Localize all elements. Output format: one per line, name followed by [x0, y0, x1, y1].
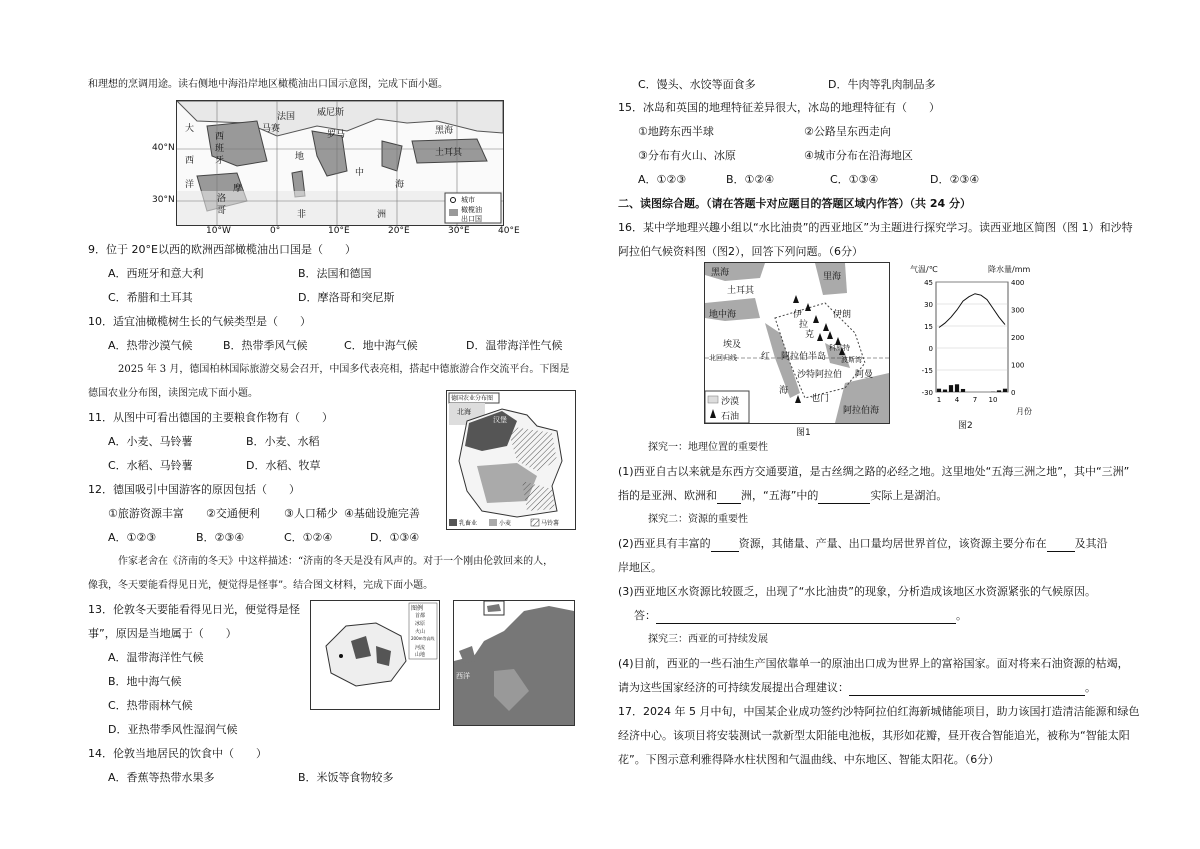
option-14a[interactable]: A．香蕉等热带水果多: [108, 771, 215, 784]
europe-map-svg: [454, 601, 574, 725]
map2-label-hamburg: 汉堡: [493, 416, 507, 424]
question-9: 9．位于 20°E以西的欧洲西部橄榄油出口国是（ ）: [88, 243, 356, 256]
map1-legend-olive: 橄榄油: [461, 206, 482, 214]
precip-bar: [1003, 389, 1007, 392]
q15-item-2: ②公路呈东西走向: [804, 125, 891, 138]
fig1-label: 伊: [793, 310, 803, 320]
fig1-label: 埃及: [723, 340, 742, 350]
fig1-label: 波斯湾: [841, 356, 862, 364]
mediterranean-map: [176, 100, 504, 226]
option-13b[interactable]: B．地中海气候: [108, 675, 182, 688]
lon-label: 10°W: [206, 226, 231, 236]
fig1-label: 里海: [823, 272, 842, 282]
map1-label: 黑海: [435, 126, 454, 136]
option-15c[interactable]: C．①③④: [830, 173, 879, 186]
map1-label: 罗马: [327, 130, 346, 140]
month-tick-label: 10: [988, 396, 998, 404]
blank-continent[interactable]: [717, 492, 741, 504]
q12-item-4: ④基础设施完善: [344, 507, 420, 520]
fig1-label: 也门: [811, 394, 830, 404]
map2-legend-potato: 马铃薯: [541, 520, 560, 527]
answer-label: 答：: [634, 609, 656, 622]
map1-label: 法国: [277, 112, 296, 122]
fig2-caption: 图2: [958, 421, 973, 431]
intro-text-1: 和理想的烹调用途。读右侧地中海沿岸地区橄榄油出口国示意图，完成下面小题。: [88, 79, 448, 90]
precip-bar: [937, 389, 941, 392]
explore-3-heading: 探究三：西亚的可持续发展: [648, 634, 768, 645]
question-17-line2: 经济中心。该项目将安装测试一款新型太阳能电池板，其形如花瓣，昼开夜合智能追光，被称为“智能太阳: [618, 729, 1130, 742]
right-tick-label: 100: [1011, 361, 1025, 370]
option-13a[interactable]: A．温带海洋性气候: [108, 651, 204, 664]
right-tick-label: 0: [1011, 389, 1016, 397]
fig1-caption: 图1: [796, 428, 811, 438]
map1-label: 地: [295, 152, 305, 162]
suggestion-blank[interactable]: [849, 684, 1085, 696]
map2-title: 德国农业分布图: [451, 395, 494, 402]
map1-label: 大: [185, 124, 195, 134]
question-15: 15．冰岛和英国的地理特征差异很大，冰岛的地理特征有（ ）: [618, 101, 940, 114]
option-9c[interactable]: C．希腊和土耳其: [108, 291, 193, 304]
map3-legend-volcano: 火山: [415, 629, 426, 635]
p1-mid: 洲，“五海”中的: [741, 489, 819, 502]
q15-item-3: ③分布有火山、冰原: [638, 149, 736, 162]
west-asia-map: [704, 262, 890, 424]
left-tick-label: -15: [921, 367, 933, 375]
fig1-label: 红: [761, 352, 771, 362]
fig2-ylabel-left: 气温/℃: [910, 265, 938, 274]
intro-text-3a: 作家老舍在《济南的冬天》中这样描述：“济南的冬天是没有风声的。对于一个刚由伦敦回来的人，: [118, 556, 554, 567]
precip-bar: [943, 390, 947, 392]
europe-label-atlantic: 西洋: [456, 672, 470, 680]
left-tick-label: 15: [924, 323, 933, 331]
intro-text-3b: 像我，冬天要能看得见日光，便觉得是怪事”。结合图文材料，完成下面小题。: [88, 580, 434, 591]
question-16-line2: 阿拉伯气候资料图（图2），回答下列问题。（6分）: [618, 245, 863, 258]
question-16-line1: 16．某中学地理兴趣小组以“水比油贵”的西亚地区”为主题进行探究学习。读西亚地区简图（图 1）和沙特: [618, 221, 1133, 234]
option-11d[interactable]: D．水稻、牧草: [246, 459, 321, 472]
precip-bar: [997, 390, 1001, 392]
map1-label: 西: [185, 156, 195, 166]
option-14d[interactable]: D．牛肉等乳肉制品多: [828, 78, 936, 91]
question-17-line1: 17．2024 年 5 月中旬，中国某企业成功签约沙特阿拉伯红海新城储能项目，助力该国打造清洁能源和绿色: [618, 705, 1140, 718]
question-12: 12．德国吸引中国游客的原因包括（ ）: [88, 483, 300, 496]
p2-post: 及其沿: [1074, 537, 1108, 550]
intro-text-2b: 德国农业分布图，读图完成下面小题。: [88, 388, 258, 399]
precip-bar: [949, 385, 953, 392]
question-13-line2: 事”，原因是当地属于（ ）: [88, 627, 237, 640]
fig1-label: 阿拉伯海: [843, 406, 880, 416]
fig1-label: 黑海: [711, 268, 730, 278]
iceland-map: [310, 600, 440, 710]
q12-item-3: ③人口稀少: [284, 507, 338, 520]
lon-label: 20°E: [388, 226, 410, 236]
option-13d[interactable]: D．亚热带季风性湿润气候: [108, 723, 238, 736]
p2-line2: 岸地区。: [618, 561, 662, 574]
p2-mid: 资源，其储量、产量、出口量均居世界首位，该资源主要分布在: [738, 537, 1047, 550]
month-tick-label: 4: [954, 396, 960, 404]
climate-chart: [908, 262, 1038, 422]
q12-item-2: ②交通便利: [206, 507, 260, 520]
fig1-label: 地中海: [709, 310, 737, 320]
map3-legend-mountain: 山地: [415, 652, 426, 658]
fig1-label: 沙特阿拉伯: [797, 370, 843, 380]
map1-label: 哥: [217, 206, 227, 216]
map1-legend-city: 城市: [461, 196, 475, 204]
p3-answer: 答： 。: [634, 609, 967, 622]
left-tick-label: 30: [924, 301, 933, 309]
map1-label: 牙: [215, 156, 225, 166]
p3-question: (3)西亚地区水资源比较匮乏，出现了“水比油贵”的现象，分析造成该地区水资源紧张的气候原因。: [618, 585, 1096, 598]
right-tick-label: 300: [1011, 306, 1025, 315]
question-14: 14．伦敦当地居民的饮食中（ ）: [88, 747, 267, 760]
option-9d[interactable]: D．摩洛哥和突尼斯: [298, 291, 395, 304]
map3-legend-title: 图例: [411, 605, 424, 612]
answer-blank[interactable]: [656, 612, 956, 624]
map1-legend-export: 出口国: [461, 215, 482, 223]
option-14b[interactable]: B．米饭等食物较多: [298, 771, 394, 784]
lat-label: 40°N: [152, 143, 175, 153]
option-10b[interactable]: B．热带季风气候: [223, 339, 308, 352]
fig1-legend-desert: 沙漠: [721, 397, 740, 407]
map2-legend-wheat: 小麦: [499, 520, 512, 527]
option-11a[interactable]: A．小麦、马铃薯: [108, 435, 193, 448]
fig1-legend-oil: 石油: [721, 412, 740, 422]
map2-label-northsea: 北海: [457, 408, 471, 416]
p1-pre: 指的是亚洲、欧洲和: [618, 489, 717, 502]
germany-agri-map: [446, 390, 576, 530]
map1-label: 洲: [377, 210, 387, 220]
option-11c[interactable]: C．水稻、马铃薯: [108, 459, 193, 472]
map3-legend-contour: 200m等高线: [411, 636, 435, 641]
map1-label: 土耳其: [435, 148, 463, 158]
precip-bar: [961, 389, 965, 392]
option-12c[interactable]: C．①②④: [284, 531, 333, 544]
left-tick-label: -30: [921, 389, 933, 397]
option-12d[interactable]: D．①③④: [370, 531, 420, 544]
plot-area-frame: [936, 282, 1008, 392]
p4-pre: 请为这些国家经济的可持续发展提出合理建议：: [618, 681, 849, 694]
map1-label: 洛: [217, 194, 227, 204]
lon-label: 10°E: [328, 226, 350, 236]
left-tick-label: 0: [928, 345, 933, 353]
option-11b[interactable]: B．小麦、水稻: [246, 435, 320, 448]
map3-legend-river: 河流: [415, 645, 426, 651]
option-9b[interactable]: B．法国和德国: [298, 267, 372, 280]
blank-location[interactable]: [1047, 540, 1075, 552]
p4-line2: 请为这些国家经济的可持续发展提出合理建议： 。: [618, 681, 1096, 694]
month-tick-label: 7: [972, 396, 978, 404]
fig2-xunit: 月份: [1016, 407, 1032, 416]
option-15b[interactable]: B．①②④: [726, 173, 775, 186]
right-tick-label: 400: [1011, 279, 1025, 287]
map1-label: 摩: [233, 184, 243, 194]
map1-label: 非: [297, 210, 307, 220]
question-10: 10．适宜油橄榄树生长的气候类型是（ ）: [88, 315, 311, 328]
p2-line1: [618, 536, 1108, 552]
precip-bar: [955, 384, 959, 392]
p1-line2: [618, 488, 947, 504]
fig1-label: 土耳其: [727, 286, 755, 296]
fig1-label: 北回归线: [709, 354, 737, 362]
map3-legend-capital: 首都: [415, 613, 426, 619]
blank-resource[interactable]: [711, 540, 739, 552]
map1-label: 洋: [185, 180, 195, 190]
lat-label: 30°N: [152, 195, 175, 205]
option-9a[interactable]: A．西班牙和意大利: [108, 267, 204, 280]
lon-label: 30°E: [448, 226, 470, 236]
map1-label: 西: [215, 132, 225, 142]
option-10c[interactable]: C．地中海气候: [344, 339, 418, 352]
month-tick-label: 1: [936, 396, 942, 404]
p2-pre: (2)西亚具有丰富的: [618, 537, 711, 550]
map3-legend-ice: 冰原: [415, 621, 426, 627]
q15-item-1: ①地跨东西半球: [638, 125, 714, 138]
explore-1-heading: 探究一：地理位置的重要性: [648, 442, 768, 453]
map1-label: 威尼斯: [317, 108, 345, 118]
question-11: 11．从图中可看出德国的主要粮食作物有（ ）: [88, 411, 333, 424]
fig1-label: 科威特: [829, 344, 850, 352]
option-12b[interactable]: B．②③④: [196, 531, 245, 544]
intro-text-2a: 2025 年 3 月，德国柏林国际旅游交易会召开，中国多代表亮相，搭起中德旅游合作交流平台。下图是: [118, 364, 570, 375]
fig1-label: 阿拉伯半岛: [781, 352, 827, 362]
map1-label: 海: [395, 180, 405, 190]
fig1-label: 阿曼: [855, 370, 874, 380]
option-10a[interactable]: A．热带沙漠气候: [108, 339, 193, 352]
question-17-line3: 花”。下图示意利雅得降水柱状图和气温曲线、中东地区、智能太阳花。（6分）: [618, 753, 1000, 766]
option-10d[interactable]: D．温带海洋性气候: [466, 339, 563, 352]
option-13c[interactable]: C．热带雨林气候: [108, 699, 193, 712]
option-12a[interactable]: A．①②③: [108, 531, 157, 544]
map1-label: 班: [215, 144, 225, 154]
lon-label: 40°E: [498, 226, 520, 236]
option-14c[interactable]: C．馒头、水饺等面食多: [638, 78, 756, 91]
map1-label: 中: [355, 168, 365, 178]
p4-line1: (4)目前，西亚的一些石油生产国依靠单一的原油出口成为世界上的富裕国家。面对将来石油资源的枯竭，: [618, 657, 1129, 670]
q12-item-1: ①旅游资源丰富: [108, 507, 184, 520]
fig1-label: 伊朗: [833, 310, 852, 320]
p1-post: 实际上是湖泊。: [870, 489, 948, 502]
question-13-line1: 13．伦敦冬天要能看得见日光，便觉得是怪: [88, 603, 300, 616]
option-15d[interactable]: D．②③④: [930, 173, 980, 186]
map1-label: 马赛: [262, 124, 281, 134]
q15-item-4: ④城市分布在沿海地区: [804, 149, 913, 162]
fig1-label: 克: [805, 330, 815, 340]
fig1-label: 海: [779, 386, 789, 396]
temperature-line: [939, 294, 1005, 328]
option-15a[interactable]: A．①②③: [638, 173, 687, 186]
map2-legend-dairy: 乳畜业: [459, 520, 478, 527]
right-tick-label: 200: [1011, 334, 1025, 342]
p1-line1: (1)西亚自古以来就是东西方交通要道，是古丝绸之路的必经之地。这里地处“五海三洲之地”，其中“三洲”: [618, 465, 1130, 478]
explore-2-heading: 探究二：资源的重要性: [648, 514, 748, 525]
left-tick-label: 45: [924, 279, 933, 287]
europe-map: [453, 600, 575, 726]
fig1-label: 拉: [799, 320, 809, 330]
section-2-heading: 二、读图综合题。（请在答题卡对应题目的答题区域内作答）（共 24 分）: [618, 197, 971, 210]
lon-label: 0°: [270, 226, 281, 236]
climate-chart-svg: [908, 262, 1038, 422]
blank-lake-sea[interactable]: [818, 492, 870, 504]
fig2-ylabel-right: 降水量/mm: [988, 265, 1031, 274]
